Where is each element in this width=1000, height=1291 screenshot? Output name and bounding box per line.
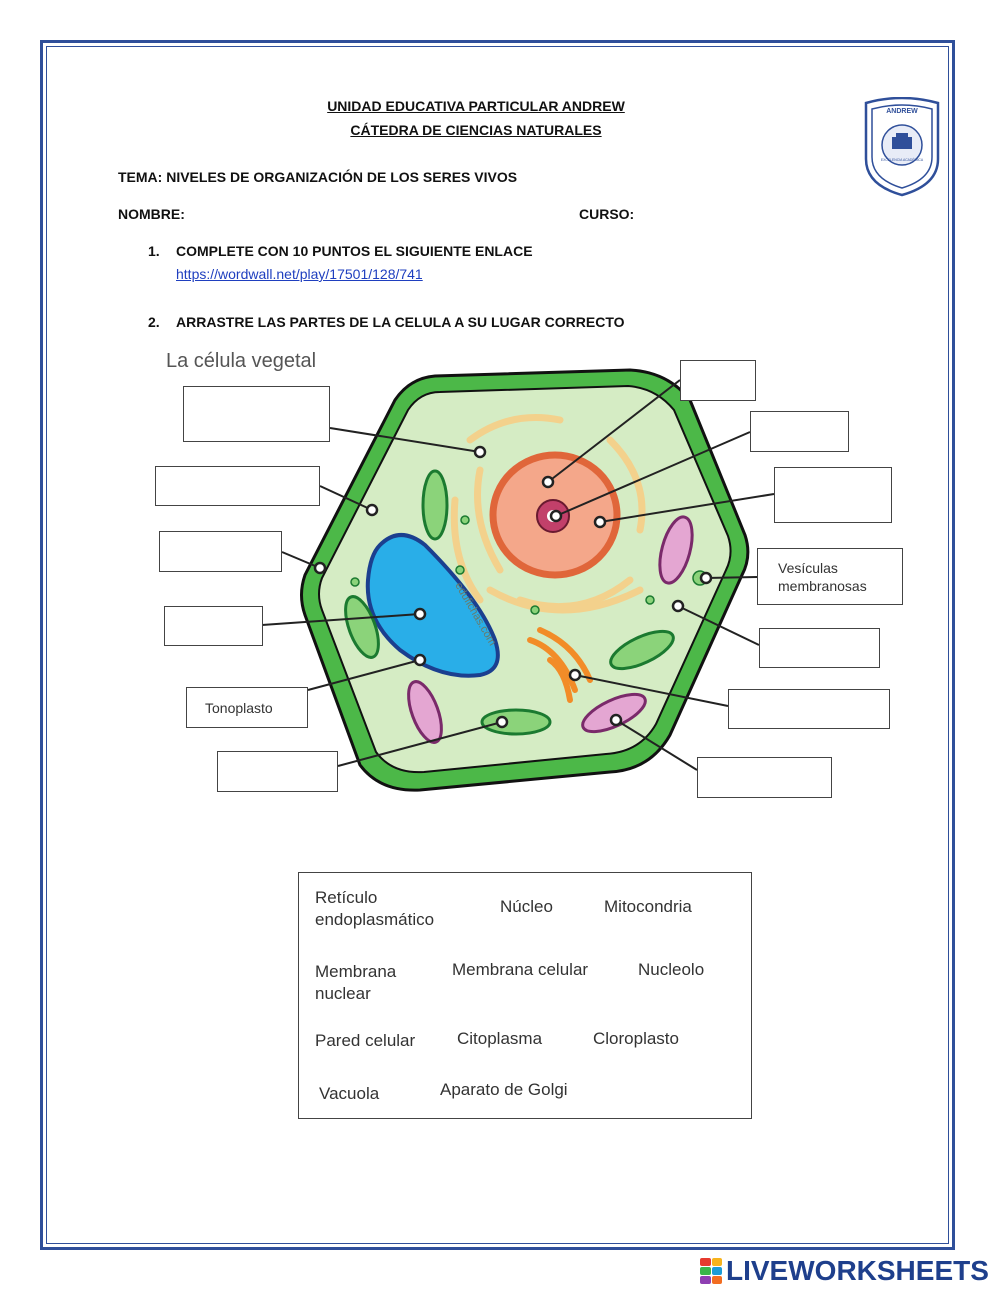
drop-box-2[interactable]	[155, 466, 320, 506]
drop-box-7[interactable]	[750, 411, 849, 452]
instruction-1-text: COMPLETE CON 10 PUNTOS EL SIGUIENTE ENLACE	[176, 243, 533, 259]
drop-box-5[interactable]	[217, 751, 338, 792]
school-seal-icon	[862, 97, 942, 197]
drop-box-4[interactable]	[164, 606, 263, 646]
school-title: UNIDAD EDUCATIVA PARTICULAR ANDREW	[327, 98, 625, 114]
word-mitocondria[interactable]: Mitocondria	[604, 897, 692, 916]
liveworksheets-icon	[700, 1258, 722, 1284]
word-membrana-celular[interactable]: Membrana celular	[452, 960, 589, 979]
drop-box-3[interactable]	[159, 531, 282, 572]
word-pared-celular[interactable]: Pared celular	[315, 1031, 416, 1050]
word-reticulo-endoplasmatico[interactable]: Retículo endoplasmático	[315, 888, 435, 929]
word-aparato-de-golgi[interactable]: Aparato de Golgi	[440, 1080, 568, 1099]
seal-text-top: ANDREW	[886, 108, 918, 115]
drop-box-1[interactable]	[183, 386, 330, 442]
word-membrana-nuclear[interactable]: Membrana nuclear	[315, 962, 397, 1003]
wordwall-link[interactable]: https://wordwall.net/play/17501/128/741	[176, 266, 423, 282]
seal-motto: EXCELENCIA ACADÉMICA	[880, 158, 924, 162]
vesiculas-label: Vesículas membranosas	[778, 560, 867, 594]
liveworksheets-logo	[700, 1255, 989, 1287]
drop-box-10[interactable]	[728, 689, 890, 729]
drop-box-6[interactable]	[680, 360, 756, 401]
drop-box-8[interactable]	[774, 467, 892, 523]
drop-box-11[interactable]	[697, 757, 832, 798]
word-cloroplasto[interactable]: Cloroplasto	[593, 1029, 679, 1048]
course-label: CURSO:	[579, 206, 635, 222]
tonoplasto-label: Tonoplasto	[205, 700, 273, 716]
word-nucleo[interactable]: Núcleo	[500, 897, 553, 916]
word-vacuola[interactable]: Vacuola	[319, 1084, 380, 1103]
topic: TEMA: NIVELES DE ORGANIZACIÓN DE LOS SERES VIVOS	[118, 169, 518, 185]
tonoplasto-label-box	[186, 687, 308, 728]
instruction-2-text: ARRASTRE LAS PARTES DE LA CELULA A SU LUGAR CORRECTO	[176, 314, 625, 330]
instruction-1-number: 1.	[148, 243, 160, 259]
name-label: NOMBRE:	[118, 206, 185, 222]
word-citoplasma[interactable]: Citoplasma	[457, 1029, 543, 1048]
word-nucleolo[interactable]: Nucleolo	[638, 960, 705, 979]
diagram-watermark: edufichas.com	[452, 580, 499, 648]
instruction-2-number: 2.	[148, 314, 160, 330]
liveworksheets-brand: LIVEWORKSHEETS	[726, 1255, 989, 1286]
word-bank	[298, 872, 752, 1119]
diagram-title: La célula vegetal	[166, 350, 317, 372]
drop-box-9[interactable]	[759, 628, 880, 668]
vesiculas-label-box	[757, 548, 903, 605]
department-title: CÁTEDRA DE CIENCIAS NATURALES	[350, 122, 602, 138]
